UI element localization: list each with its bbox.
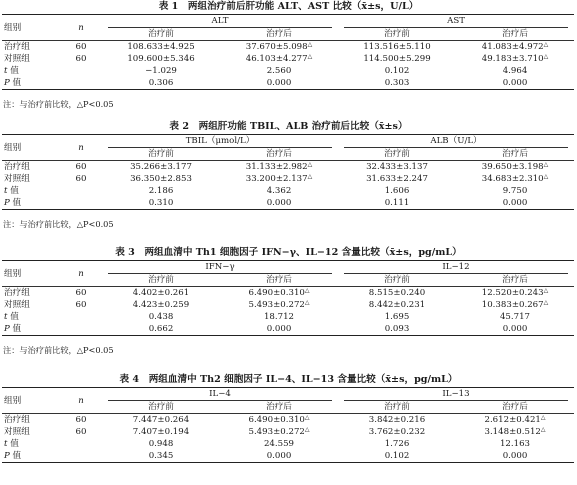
value-text: 0.438 xyxy=(148,312,174,322)
subheader-cell: 治疗前 xyxy=(102,274,220,287)
header-group-a-label: TBIL（μmol/L） xyxy=(108,135,332,148)
value-cell xyxy=(456,197,574,210)
value-text: 8.515±0.240 xyxy=(368,288,426,298)
table-row xyxy=(2,287,574,300)
value-cell xyxy=(102,414,220,427)
value-cell xyxy=(338,287,456,300)
row-n: 60 xyxy=(75,415,87,425)
row-label: 治疗组 xyxy=(4,162,30,172)
value-text: 39.650±3.198 xyxy=(481,162,544,172)
value-text: 108.633±4.925 xyxy=(127,42,195,52)
value-cell xyxy=(102,426,220,438)
value-text: 5.493±0.272 xyxy=(248,300,305,310)
subheader-cell: 治疗后 xyxy=(456,401,574,414)
value-cell xyxy=(220,311,338,323)
row-label xyxy=(2,77,60,90)
header-group-a xyxy=(102,388,338,402)
value-text: 0.093 xyxy=(384,324,410,334)
value-text: 3.148±0.512 xyxy=(484,427,541,437)
value-text: 0.111 xyxy=(384,198,410,208)
value-cell xyxy=(102,450,220,463)
value-text: 8.442±0.231 xyxy=(368,300,426,310)
value-text: 6.490±0.310 xyxy=(248,288,305,298)
subheader-cell: 治疗后 xyxy=(220,274,338,287)
value-cell xyxy=(220,450,338,463)
value-cell xyxy=(220,173,338,185)
value-cell xyxy=(220,161,338,174)
table-row xyxy=(2,438,574,450)
stat-label: 值 xyxy=(9,324,22,334)
stat-label: 值 xyxy=(9,451,22,461)
row-label: 对照组 xyxy=(4,174,30,184)
value-text: 2.186 xyxy=(148,186,174,196)
header-group-b-label: IL−13 xyxy=(344,388,568,401)
subheader-cell: 治疗后 xyxy=(220,148,338,161)
value-cell xyxy=(220,414,338,427)
header-group-b xyxy=(338,135,574,149)
row-label xyxy=(2,438,60,450)
header-n: n xyxy=(60,261,102,287)
value-text: 2.612±0.421 xyxy=(484,415,541,425)
stat-symbol: P xyxy=(4,78,10,88)
value-text: 113.516±5.110 xyxy=(363,42,431,52)
stat-symbol: P xyxy=(4,451,10,461)
value-cell xyxy=(220,53,338,65)
stat-symbol: t xyxy=(4,66,8,76)
header-group: 组别 xyxy=(2,15,60,41)
table-note-text: 注：与治疗前比较，△P<0.05 xyxy=(3,345,114,355)
value-cell xyxy=(220,65,338,77)
header-n: n xyxy=(60,15,102,41)
value-cell xyxy=(102,185,220,197)
table-row xyxy=(2,173,574,185)
row-label: 治疗组 xyxy=(4,42,30,52)
value-text: 0.000 xyxy=(266,198,292,208)
value-cell xyxy=(338,77,456,90)
header-group-a-label: ALT xyxy=(108,15,332,28)
value-cell xyxy=(220,197,338,210)
row-n xyxy=(60,197,102,210)
table-caption: 表 4 两组血清中 Th2 细胞因子 IL−4、IL−13 含量比较（x̄±s，pg/mL） xyxy=(119,374,458,385)
value-text: 0.102 xyxy=(384,66,410,76)
header-n: n xyxy=(60,388,102,414)
row-n: 60 xyxy=(75,288,87,298)
subheader-cell: 治疗后 xyxy=(456,28,574,41)
table-row xyxy=(2,450,574,463)
table-row xyxy=(2,41,574,54)
row-n xyxy=(60,323,102,336)
table-note-text: 注：与治疗前比较，△P<0.05 xyxy=(3,219,114,229)
value-text: 12.520±0.243 xyxy=(481,288,544,298)
stat-label: 值 xyxy=(7,312,19,322)
table-row xyxy=(2,161,574,174)
value-text: 35.266±3.177 xyxy=(130,162,192,172)
table-row xyxy=(2,426,574,438)
value-text: 2.560 xyxy=(266,66,292,76)
subheader-cell: 治疗前 xyxy=(338,148,456,161)
value-text: 46.103±4.277 xyxy=(245,54,308,64)
value-cell xyxy=(456,287,574,300)
value-text: 49.183±3.710 xyxy=(481,54,544,64)
significance-mark: △ xyxy=(540,426,546,433)
value-cell xyxy=(456,323,574,336)
value-text: 41.083±4.972 xyxy=(481,42,544,52)
table-row xyxy=(2,311,574,323)
significance-mark: △ xyxy=(304,426,310,433)
value-text: 0.948 xyxy=(148,439,174,449)
significance-mark: △ xyxy=(304,287,310,294)
value-cell xyxy=(102,65,220,77)
header-group-a-label: IL−4 xyxy=(108,388,332,401)
value-cell xyxy=(338,323,456,336)
value-cell xyxy=(456,53,574,65)
value-text: 10.383±0.267 xyxy=(481,300,544,310)
significance-mark: △ xyxy=(307,53,313,60)
subheader-cell: 治疗后 xyxy=(456,274,574,287)
value-cell xyxy=(220,185,338,197)
value-cell xyxy=(102,173,220,185)
value-cell xyxy=(338,41,456,54)
value-text: 4.402±0.261 xyxy=(132,288,190,298)
value-cell xyxy=(338,426,456,438)
value-cell xyxy=(456,426,574,438)
value-text: 0.662 xyxy=(148,324,174,334)
table-caption: 表 1 两组治疗前后肝功能 ALT、AST 比较（x̄±s，U/L） xyxy=(158,1,419,12)
value-cell xyxy=(456,77,574,90)
stat-symbol: P xyxy=(4,198,10,208)
stat-label: 值 xyxy=(9,198,22,208)
table-block xyxy=(0,0,577,111)
row-n xyxy=(60,438,102,450)
value-cell xyxy=(456,173,574,185)
row-n: 60 xyxy=(75,427,87,437)
value-text: 1.695 xyxy=(384,312,410,322)
value-text: 33.200±2.137 xyxy=(245,174,308,184)
significance-mark: △ xyxy=(543,41,549,48)
row-n: 60 xyxy=(75,42,87,52)
table-caption: 表 2 两组肝功能 TBIL、ALB 治疗前后比较（x̄±s） xyxy=(169,121,408,132)
value-text: 31.633±2.247 xyxy=(366,174,428,184)
header-group-a xyxy=(102,15,338,29)
table-row xyxy=(2,185,574,197)
value-cell xyxy=(102,323,220,336)
value-text: 0.000 xyxy=(266,324,292,334)
value-text: 12.163 xyxy=(499,439,531,449)
header-group-a xyxy=(102,135,338,149)
significance-mark: △ xyxy=(543,299,549,306)
value-text: 0.000 xyxy=(502,198,528,208)
stat-symbol: t xyxy=(4,312,8,322)
value-text: 0.000 xyxy=(266,451,292,461)
stat-label: 值 xyxy=(9,78,22,88)
value-cell xyxy=(102,438,220,450)
table-row xyxy=(2,53,574,65)
header-row xyxy=(2,388,574,402)
row-n xyxy=(60,450,102,463)
table-note xyxy=(0,344,577,357)
header-row xyxy=(2,261,574,275)
header-group-b-label: ALB（U/L） xyxy=(344,135,568,148)
value-cell xyxy=(456,311,574,323)
value-cell xyxy=(220,41,338,54)
value-cell xyxy=(456,299,574,311)
header-group-b xyxy=(338,15,574,29)
data-table xyxy=(2,134,574,210)
value-text: 5.493±0.272 xyxy=(248,427,305,437)
significance-mark: △ xyxy=(304,414,310,421)
value-text: 6.490±0.310 xyxy=(248,415,305,425)
row-n: 60 xyxy=(75,300,87,310)
value-text: −1.029 xyxy=(145,66,177,76)
table-note xyxy=(0,218,577,231)
subheader-cell: 治疗前 xyxy=(102,148,220,161)
data-table xyxy=(2,260,574,336)
data-table xyxy=(2,387,574,463)
value-cell xyxy=(220,299,338,311)
subheader-cell: 治疗前 xyxy=(338,28,456,41)
table-row xyxy=(2,323,574,336)
value-cell xyxy=(338,311,456,323)
value-text: 36.350±2.853 xyxy=(130,174,192,184)
row-n: 60 xyxy=(75,162,87,172)
significance-mark: △ xyxy=(543,287,549,294)
value-text: 3.842±0.216 xyxy=(368,415,426,425)
value-text: 45.717 xyxy=(499,312,531,322)
value-cell xyxy=(102,287,220,300)
value-text: 1.606 xyxy=(384,186,410,196)
header-group-a-label: IFN−γ xyxy=(108,261,332,274)
table-row xyxy=(2,414,574,427)
value-cell xyxy=(220,77,338,90)
row-label xyxy=(2,65,60,77)
row-n xyxy=(60,311,102,323)
value-text: 0.345 xyxy=(148,451,174,461)
value-cell xyxy=(102,197,220,210)
value-text: 37.670±5.098 xyxy=(245,42,308,52)
header-row xyxy=(2,15,574,29)
row-n xyxy=(60,65,102,77)
row-label xyxy=(2,197,60,210)
table-block xyxy=(0,246,577,357)
stat-symbol: t xyxy=(4,439,8,449)
subheader-cell: 治疗后 xyxy=(456,148,574,161)
row-label xyxy=(2,323,60,336)
subheader-cell: 治疗后 xyxy=(220,28,338,41)
significance-mark: △ xyxy=(307,173,313,180)
value-cell xyxy=(220,438,338,450)
table-note xyxy=(0,98,577,111)
value-text: 7.447±0.264 xyxy=(132,415,190,425)
value-text: 0.000 xyxy=(502,78,528,88)
row-n: 60 xyxy=(75,174,87,184)
table-note-text: 注：与治疗前比较，△P<0.05 xyxy=(3,99,114,109)
header-group-b-label: IL−12 xyxy=(344,261,568,274)
value-text: 0.306 xyxy=(148,78,174,88)
value-text: 18.712 xyxy=(263,312,295,322)
value-text: 1.726 xyxy=(384,439,410,449)
value-cell xyxy=(338,414,456,427)
value-text: 9.750 xyxy=(502,186,528,196)
value-cell xyxy=(338,173,456,185)
value-text: 32.433±3.137 xyxy=(366,162,428,172)
table-row xyxy=(2,65,574,77)
row-label: 治疗组 xyxy=(4,415,30,425)
value-cell xyxy=(102,77,220,90)
value-cell xyxy=(102,299,220,311)
header-group-b xyxy=(338,261,574,275)
stat-label: 值 xyxy=(7,66,19,76)
table-row xyxy=(2,77,574,90)
significance-mark: △ xyxy=(543,53,549,60)
row-label: 对照组 xyxy=(4,300,30,310)
header-group: 组别 xyxy=(2,135,60,161)
value-cell xyxy=(220,323,338,336)
subheader-cell: 治疗前 xyxy=(102,28,220,41)
header-group: 组别 xyxy=(2,261,60,287)
value-text: 24.559 xyxy=(263,439,295,449)
significance-mark: △ xyxy=(543,161,549,168)
value-cell xyxy=(338,53,456,65)
row-label xyxy=(2,311,60,323)
table-block xyxy=(0,373,577,463)
value-cell xyxy=(456,414,574,427)
header-row xyxy=(2,135,574,149)
stat-label: 值 xyxy=(7,186,19,196)
value-cell xyxy=(456,450,574,463)
value-text: 3.762±0.232 xyxy=(368,427,426,437)
row-label xyxy=(2,185,60,197)
value-cell xyxy=(338,299,456,311)
row-label: 对照组 xyxy=(4,427,30,437)
header-group-b-label: AST xyxy=(344,15,568,28)
value-cell xyxy=(338,161,456,174)
value-cell xyxy=(338,197,456,210)
value-cell xyxy=(338,450,456,463)
data-table xyxy=(2,14,574,90)
subheader-cell: 治疗后 xyxy=(220,401,338,414)
table-row xyxy=(2,299,574,311)
value-text: 7.407±0.194 xyxy=(132,427,190,437)
value-text: 0.000 xyxy=(266,78,292,88)
value-cell xyxy=(338,438,456,450)
value-cell xyxy=(456,65,574,77)
value-cell xyxy=(102,41,220,54)
value-cell xyxy=(102,311,220,323)
value-cell xyxy=(456,41,574,54)
value-text: 34.683±2.310 xyxy=(481,174,544,184)
table-block xyxy=(0,120,577,231)
header-group: 组别 xyxy=(2,388,60,414)
significance-mark: △ xyxy=(304,299,310,306)
header-group-b xyxy=(338,388,574,402)
value-cell xyxy=(102,53,220,65)
significance-mark: △ xyxy=(540,414,546,421)
row-n xyxy=(60,185,102,197)
subheader-cell: 治疗前 xyxy=(338,274,456,287)
subheader-cell: 治疗前 xyxy=(102,401,220,414)
subheader-cell: 治疗前 xyxy=(338,401,456,414)
value-text: 0.000 xyxy=(502,324,528,334)
value-cell xyxy=(220,426,338,438)
value-cell xyxy=(456,438,574,450)
row-label: 对照组 xyxy=(4,54,30,64)
stat-symbol: t xyxy=(4,186,8,196)
row-n: 60 xyxy=(75,54,87,64)
table-caption: 表 3 两组血清中 Th1 细胞因子 IFN−γ、IL−12 含量比较（x̄±s，pg/mL） xyxy=(115,247,462,258)
value-text: 0.102 xyxy=(384,451,410,461)
value-text: 4.362 xyxy=(266,186,292,196)
value-text: 0.303 xyxy=(384,78,410,88)
table-row xyxy=(2,197,574,210)
value-cell xyxy=(456,161,574,174)
value-cell xyxy=(220,287,338,300)
value-text: 109.600±5.346 xyxy=(127,54,195,64)
value-cell xyxy=(102,161,220,174)
value-text: 0.000 xyxy=(502,451,528,461)
value-text: 0.310 xyxy=(148,198,174,208)
value-text: 4.964 xyxy=(502,66,528,76)
value-text: 31.133±2.982 xyxy=(245,162,308,172)
header-group-a xyxy=(102,261,338,275)
value-cell xyxy=(338,185,456,197)
significance-mark: △ xyxy=(307,161,313,168)
significance-mark: △ xyxy=(307,41,313,48)
row-n xyxy=(60,77,102,90)
stat-symbol: P xyxy=(4,324,10,334)
value-cell xyxy=(338,65,456,77)
value-cell xyxy=(456,185,574,197)
stat-label: 值 xyxy=(7,439,19,449)
value-text: 4.423±0.259 xyxy=(132,300,190,310)
row-label: 治疗组 xyxy=(4,288,30,298)
value-text: 114.500±5.299 xyxy=(363,54,431,64)
significance-mark: △ xyxy=(543,173,549,180)
header-n: n xyxy=(60,135,102,161)
row-label xyxy=(2,450,60,463)
